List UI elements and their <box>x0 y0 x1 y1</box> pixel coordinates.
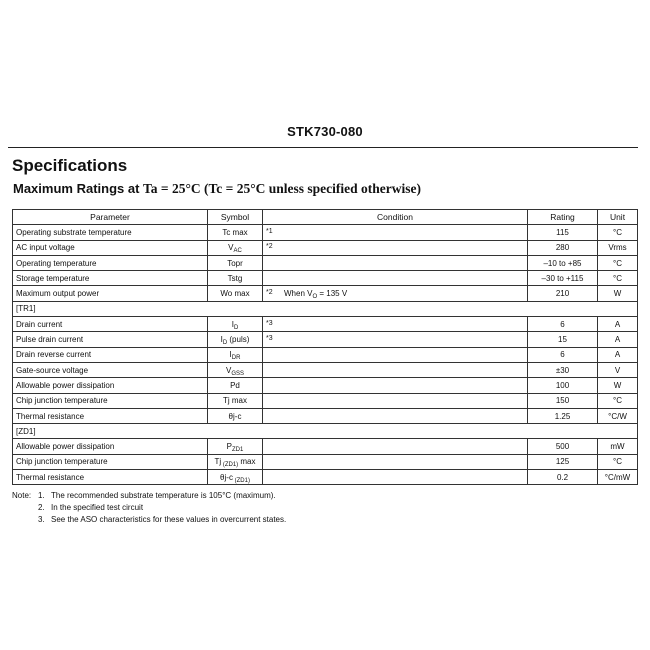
row-parameter: Allowable power dissipation <box>13 378 208 393</box>
table-row <box>13 378 638 393</box>
table-row <box>13 317 638 332</box>
row-condition <box>263 332 528 347</box>
row-symbol: $I_{DR}$ <box>208 347 263 362</box>
row-rating: 1.25 <box>528 408 598 423</box>
table-row <box>13 439 638 454</box>
row-condition <box>263 439 528 454</box>
subtitle-prefix: Maximum Ratings at <box>13 181 144 196</box>
table-row <box>13 271 638 286</box>
row-symbol: Tj max <box>208 393 263 408</box>
row-parameter: Chip junction temperature <box>13 393 208 408</box>
table-row <box>13 362 638 377</box>
col-condition: Condition <box>263 210 528 225</box>
row-unit: °C <box>598 271 638 286</box>
row-rating: ±30 <box>528 362 598 377</box>
section-label-tr1: [TR1] <box>13 301 638 316</box>
footnote-2: 2. In the specified test circuit <box>38 503 144 512</box>
row-unit: W <box>598 378 638 393</box>
table-row <box>13 332 638 347</box>
table-row <box>13 225 638 240</box>
row-symbol: Tstg <box>208 271 263 286</box>
row-symbol: $V_{AC}$ <box>208 240 263 255</box>
row-unit: A <box>598 332 638 347</box>
part-number-title: STK730-080 <box>287 124 363 139</box>
row-rating: 15 <box>528 332 598 347</box>
row-unit: W <box>598 286 638 301</box>
table-row <box>13 408 638 423</box>
row-symbol: $P_{ZD1}$ <box>208 439 263 454</box>
footnotes <box>12 490 286 526</box>
row-parameter: Thermal resistance <box>13 470 208 485</box>
row-symbol: Wo max <box>208 286 263 301</box>
footnote-ref: *3 <box>266 335 273 343</box>
row-condition: *2 When $V_O = 135$ V <box>263 286 528 301</box>
row-condition <box>263 225 528 240</box>
table-row <box>13 470 638 485</box>
row-condition <box>263 362 528 377</box>
row-rating: –10 to +85 <box>528 255 598 270</box>
footnote-ref: *1 <box>266 227 273 235</box>
row-unit: °C <box>598 393 638 408</box>
row-symbol: θj-c $_{(ZD1)}$ <box>208 470 263 485</box>
table-row <box>13 240 638 255</box>
row-parameter: Operating temperature <box>13 255 208 270</box>
header-rule <box>8 147 638 148</box>
table-row <box>13 347 638 362</box>
subtitle-condition: Ta = 25°C (Tc = 25°C unless specified otherwise) <box>143 181 421 196</box>
section-title: Specifications <box>12 156 128 175</box>
row-rating: 6 <box>528 347 598 362</box>
row-rating: 280 <box>528 240 598 255</box>
row-rating: 0.2 <box>528 470 598 485</box>
table-row <box>13 454 638 469</box>
row-condition <box>263 470 528 485</box>
row-parameter: Thermal resistance <box>13 408 208 423</box>
row-parameter: Maximum output power <box>13 286 208 301</box>
row-rating: 115 <box>528 225 598 240</box>
row-unit: A <box>598 317 638 332</box>
footnote-3: 3. See the ASO characteristics for these values in overcurrent states. <box>38 515 287 524</box>
row-parameter: Gate-source voltage <box>13 362 208 377</box>
row-symbol: $I_D$ (puls) <box>208 332 263 347</box>
row-unit: °C <box>598 454 638 469</box>
row-parameter: Storage temperature <box>13 271 208 286</box>
col-symbol: Symbol <box>208 210 263 225</box>
row-rating: 500 <box>528 439 598 454</box>
row-condition <box>263 393 528 408</box>
row-rating: 100 <box>528 378 598 393</box>
row-unit: Vrms <box>598 240 638 255</box>
section-row-zd1 <box>13 424 638 439</box>
row-parameter: Allowable power dissipation <box>13 439 208 454</box>
col-parameter: Parameter <box>13 210 208 225</box>
row-condition <box>263 271 528 286</box>
max-ratings-table <box>12 209 638 485</box>
row-symbol: Tj $_{(ZD1)}$ max <box>208 454 263 469</box>
ratings-subtitle <box>13 181 421 197</box>
row-condition <box>263 408 528 423</box>
row-rating: –30 to +115 <box>528 271 598 286</box>
row-condition <box>263 347 528 362</box>
row-parameter: Operating substrate temperature <box>13 225 208 240</box>
row-rating: 125 <box>528 454 598 469</box>
note-label: Note: <box>12 491 32 500</box>
col-rating: Rating <box>528 210 598 225</box>
row-unit: °C/W <box>598 408 638 423</box>
row-condition <box>263 454 528 469</box>
row-unit: V <box>598 362 638 377</box>
row-condition <box>263 240 528 255</box>
row-unit: °C/mW <box>598 470 638 485</box>
row-parameter: Pulse drain current <box>13 332 208 347</box>
footnote-ref: *2 <box>266 243 273 251</box>
row-condition <box>263 317 528 332</box>
row-condition <box>263 255 528 270</box>
row-rating: 210 <box>528 286 598 301</box>
row-symbol: θj-c <box>208 408 263 423</box>
section-row-tr1 <box>13 301 638 316</box>
col-unit: Unit <box>598 210 638 225</box>
row-symbol: Pd <box>208 378 263 393</box>
footnote-ref: *3 <box>266 319 273 327</box>
row-unit: A <box>598 347 638 362</box>
row-symbol: $I_D$ <box>208 317 263 332</box>
row-parameter: Drain current <box>13 317 208 332</box>
section-label-zd1: [ZD1] <box>13 424 638 439</box>
table-row <box>13 255 638 270</box>
row-unit: °C <box>598 225 638 240</box>
footnote-ref: *2 <box>266 289 273 297</box>
row-parameter: Drain reverse current <box>13 347 208 362</box>
row-parameter: AC input voltage <box>13 240 208 255</box>
table-row <box>13 286 638 301</box>
row-unit: °C <box>598 255 638 270</box>
footnote-1: Note: 1. The recommended substrate temperature is 105°C (maximum). <box>12 491 276 500</box>
row-condition <box>263 378 528 393</box>
table-header-row <box>13 210 638 225</box>
row-unit: mW <box>598 439 638 454</box>
row-symbol: Tc max <box>208 225 263 240</box>
table-row <box>13 393 638 408</box>
row-parameter: Chip junction temperature <box>13 454 208 469</box>
row-rating: 150 <box>528 393 598 408</box>
row-rating: 6 <box>528 317 598 332</box>
row-symbol: $V_{GSS}$ <box>208 362 263 377</box>
row-symbol: Topr <box>208 255 263 270</box>
